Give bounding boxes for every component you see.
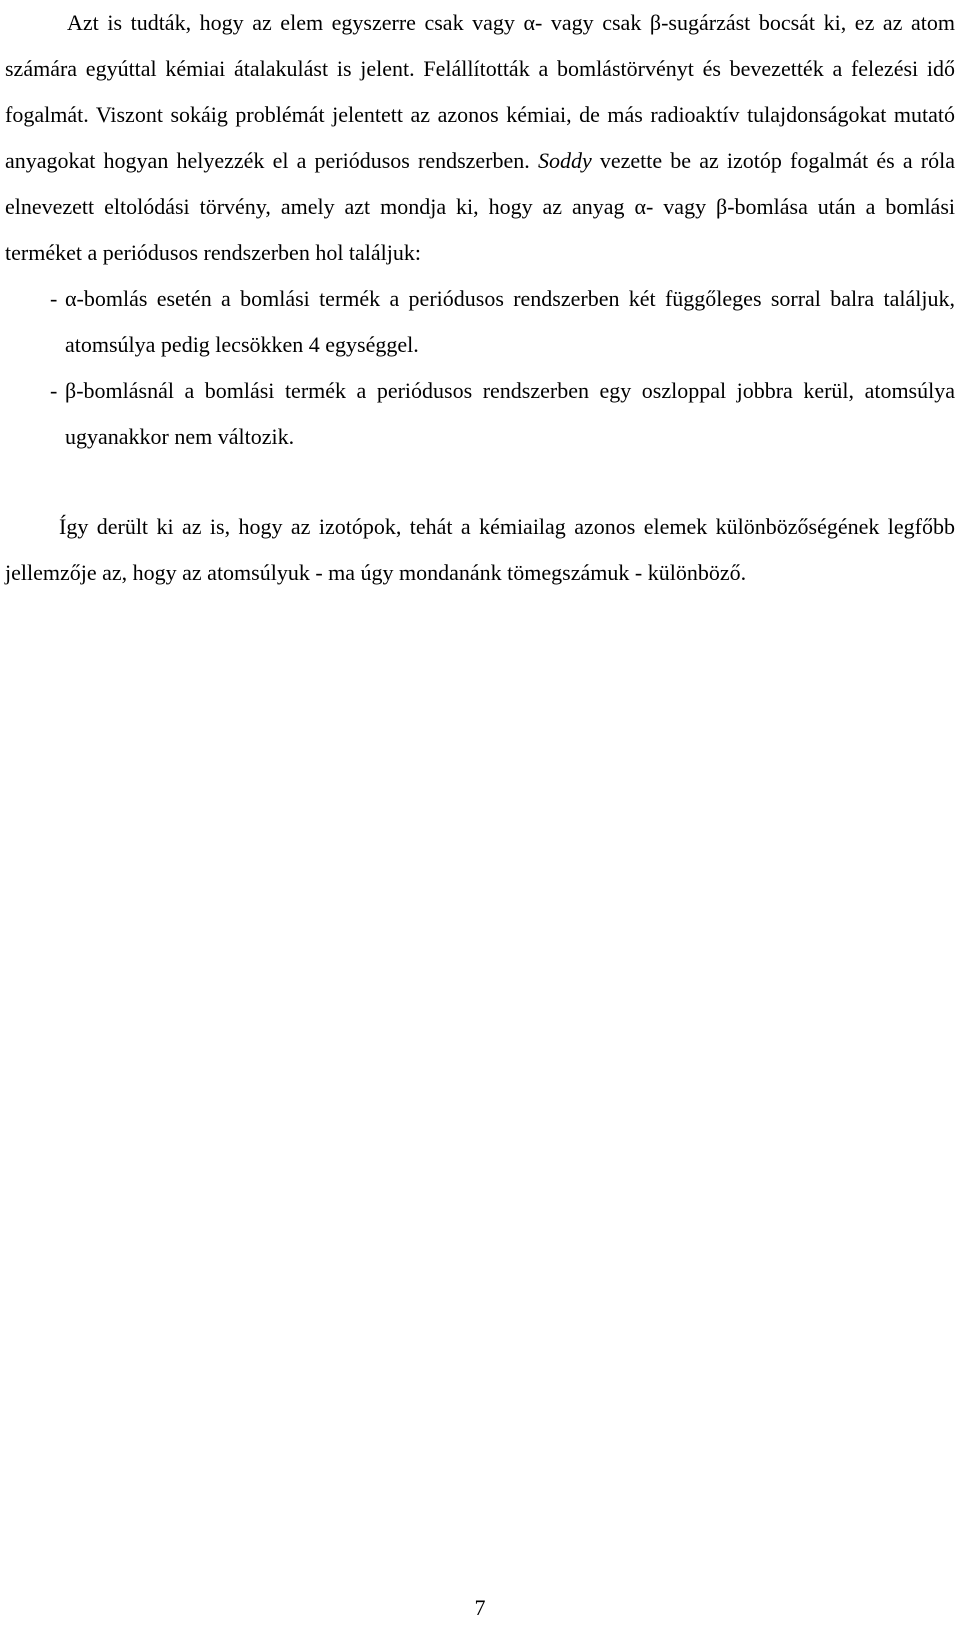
paragraph-text-intro: Azt is tudták, hogy az elem egyszerre csak vagy α- vagy csak β-sugárzást bocsát ki, ez az atom számára egyúttal kémiai átalakulást is jelent. Felállították a bomlástörvényt és bevezették a felezési idő fogalmát. Viszont sokáig problémát jelentett az azonos kémiai, de más radioaktív tulajdonságokat mutató anyagokat hogyan helyezzék el a periódusos rendszerben. xyxy=(5,10,955,173)
list-dash: - xyxy=(50,286,58,311)
paragraph-isotopes: Így derült ki az is, hogy az izotópok, tehát a kémiailag azonos elemek különbözőségének legfőbb jellemzője az, hogy az atomsúlyuk - ma úgy mondanánk tömegszámuk - különböző. xyxy=(5,514,955,585)
document-page xyxy=(5,0,955,596)
rule-alpha-decay xyxy=(5,276,955,368)
paragraph-decay-law xyxy=(5,0,955,276)
page-number: 7 xyxy=(474,1595,486,1620)
displacement-rules-list xyxy=(5,276,955,460)
list-dash: - xyxy=(50,378,58,403)
soddy-name: Soddy xyxy=(537,148,592,173)
rule-beta-text: β-bomlásnál a bomlási termék a periódusos rendszerben egy oszloppal jobbra kerül, atomsúlya ugyanakkor nem változik. xyxy=(65,378,955,449)
rule-alpha-text: α-bomlás esetén a bomlási termék a periódusos rendszerben két függőleges sorral balra találjuk, atomsúlya pedig lecsökken 4 egységgel. xyxy=(65,286,955,357)
paragraph-text-continuation: vezette be az izotóp fogalmát és a róla elnevezett eltolódási törvény, amely azt mondja ki, hogy az anyag α- vagy β-bomlása után a bomlási terméket a periódusos rendszerben hol találjuk: xyxy=(5,148,955,265)
rule-beta-decay xyxy=(5,368,955,460)
